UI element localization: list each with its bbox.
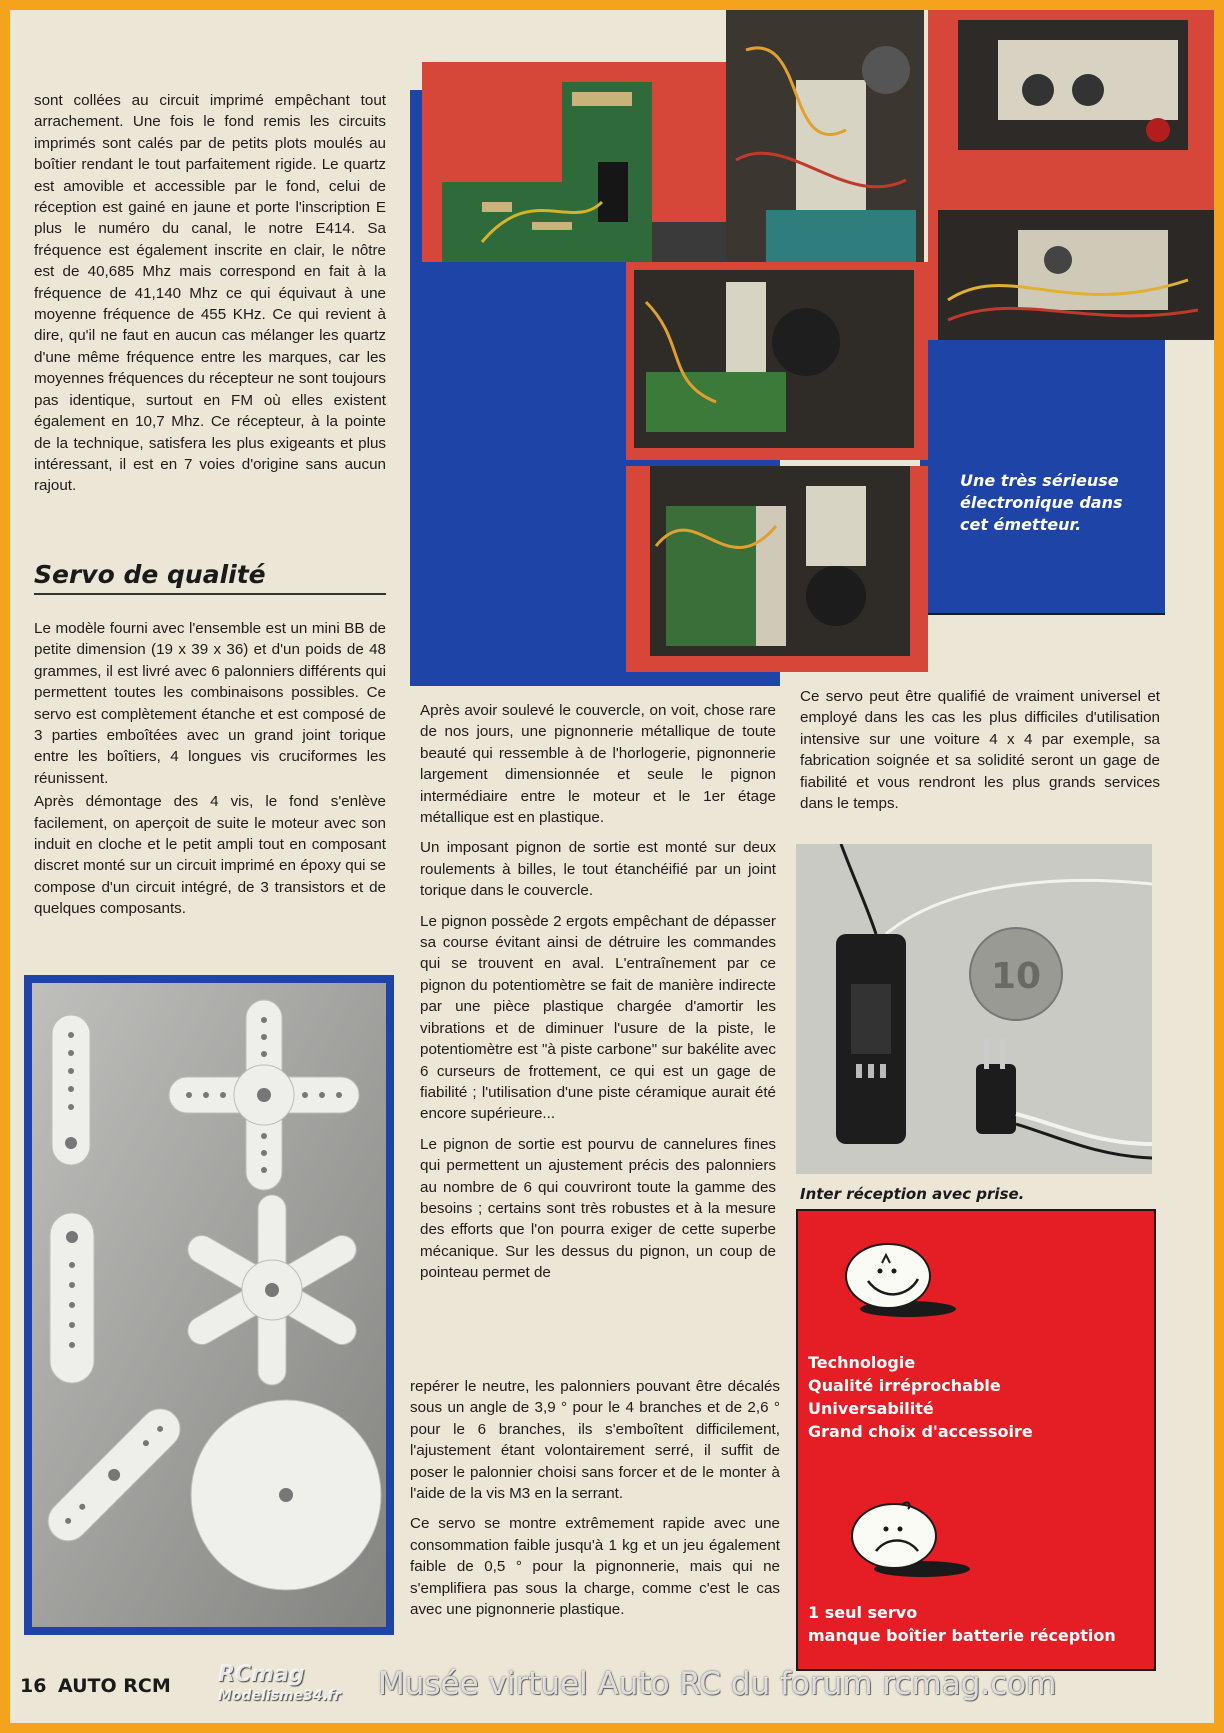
page-number: 16 <box>20 1675 47 1697</box>
paragraph: Ce servo peut être qualifié de vraiment universel et employé dans les cas les plus difficiles d'utilisation intensive sur une voiture 4 x 4 par exemple, sa fabrication soignée et sa solidité seront un gage de fiabilité et vous rendront les plus grands services dans le temps. <box>800 688 1160 813</box>
divider-line <box>920 613 1165 615</box>
con-item: manque boîtier batterie réception <box>808 1626 1116 1645</box>
verdict-cons <box>808 1601 1148 1647</box>
pcb-photo <box>422 62 726 262</box>
happy-face-icon <box>838 1231 958 1321</box>
paragraph: Après avoir soulevé le couvercle, on voit, chose rare de nos jours, une pignonnerie métallique de toute beauté qui ressemble à de l'horlogerie, pignonnerie largement dimensionnée et seule le pignon intermédiaire entre le moteur et le 1er étage métallique est en plastique. <box>420 702 776 827</box>
rcmag-logo: RCmag <box>218 1662 305 1687</box>
magazine-page <box>10 10 1214 1723</box>
middle-lower-column <box>410 1376 780 1629</box>
pro-item: Universabilité <box>808 1399 934 1418</box>
pcb-image <box>422 62 726 262</box>
paragraph: Après démontage des 4 vis, le fond s'enlève facilement, on aperçoit de suite le moteur avec son induit en cloche et le petit ampli tout en composant discret monté sur un circuit imprimé en époxy qui se compose d'un circuit intégré, de 3 transistors et de quelques composants. <box>34 793 386 918</box>
magazine-name: AUTO RCM <box>58 1675 171 1697</box>
transmitter-gimbal-photo <box>726 10 924 262</box>
right-column <box>800 686 1160 823</box>
transmitter-caption: Une très sérieuse électronique dans cet émetteur. <box>960 471 1123 534</box>
left-column-top <box>34 90 386 506</box>
paragraph: sont collées au circuit imprimé empêchant tout arrachement. Une fois le fond remis les circuits imprimés sont calés par de petits plots moulés au boîtier rendant le tout parfaitement rigide. Le quartz est amovible et accessible par le fond, celui de réception est gainé en jaune et porte l'inscription E plus le numéro du canal, le notre E414. Sa fréquence est également inscrite en clair, le nôtre est de 40,685 Mhz mais correspond en fait à la fréquence de 41,140 Mhz ce qui équivaut à une moyenne fréquence de 455 KHz. Ce qui revient à dire, qu'il ne faut en aucun cas mélanger les quartz d'une même fréquence entre les marques, car les moyennes fréquences du récepteur ne sont toujours pas identique, surtout en FM où elles existent également en 10,7 Mhz. Ce récepteur, à la pointe de la technique, satisfera les plus exigeants et plus intéressant, il est en 7 voies d'origine sans aucun rajout. <box>34 92 386 495</box>
middle-column <box>420 700 776 1293</box>
receiver-switch-image <box>796 844 1152 1174</box>
pro-item: Qualité irréprochable <box>808 1376 1001 1395</box>
paragraph: Le modèle fourni avec l'ensemble est un mini BB de petite dimension (19 x 39 x 36) et d'un poids de 48 grammes, il est livré avec 6 palonniers différents qui permettent toutes les combinaisons possibles. Ce servo est complètement étanche et est composé de 3 parties emboîtées avec un grand joint torique entre les boîtiers, 4 longues vis cruciformes les réunissent. <box>34 620 386 787</box>
transmitter-board-photo-top <box>928 10 1214 160</box>
transmitter-wiring-photo <box>928 160 1214 340</box>
servo-horns-image <box>24 975 394 1635</box>
paragraph: Le pignon de sortie est pourvu de cannelures fines qui permettent un ajustement précis des palonniers au nombre de 6 qui couvriront toute la gamme des besoins ; certains sont très robustes et à la mesure des efforts que l'on pourra exiger de cette superbe mécanique. Sur les dessus du pignon, un coup de pointeau permet de <box>420 1135 776 1282</box>
transmitter-electronics-image <box>626 466 928 672</box>
transmitter-gimbal-image <box>726 10 924 262</box>
receiver-switch-photo <box>796 844 1152 1174</box>
left-column-bottom <box>34 618 386 929</box>
verdict-box <box>796 1209 1156 1671</box>
paragraph: Le pignon possède 2 ergots empêchant de dépasser sa course évitant ainsi de détruire les commandes qui se trouvent en aval. L'entraînement par ce pignon du potentiomètre se fait de manière indirecte par une pièce plastique chargée d'amortir les vibrations et de diminuer l'usure de la piste, le potentiomètre est "à piste carbone" sur bakélite avec 6 curseurs de frottement, ce qui est un gage de fiabilité ; l'utilisation d'une piste céramique aurait été encore supérieure... <box>420 912 776 1123</box>
section-heading: Servo de qualité <box>34 560 386 595</box>
transmitter-open-image <box>626 262 928 460</box>
horn-disc <box>191 1400 381 1590</box>
transmitter-electronics-photo <box>626 466 928 672</box>
sad-face-icon <box>842 1491 972 1581</box>
pro-item: Grand choix d'accessoire <box>808 1422 1033 1441</box>
transmitter-wiring-image <box>928 160 1214 340</box>
pro-item: Technologie <box>808 1353 916 1372</box>
con-item: 1 seul servo <box>808 1603 918 1622</box>
coin-label: 10 <box>990 956 1042 997</box>
transmitter-open-photo <box>626 262 928 460</box>
paragraph: repérer le neutre, les palonniers pouvant être décalés sous un angle de 3,9 ° pour le 4 branches et de 2,6 ° pour le 6 branches, ils s'emboîtent difficilement, l'ajustement étant volontairement serré, il suffit de poser le palonnier choisi sans forcer et de le monter à l'aide de la vis M3 en la serrant. <box>410 1378 780 1503</box>
verdict-pros <box>808 1351 1144 1443</box>
paragraph: Ce servo se montre extrêmement rapide avec une consommation faible jusqu'à 1 kg et un jeu également faible de 0,5 ° pour la pignonnerie, mais qui ne s'emplifiera pas sous la charge, comme c'est le cas avec une pignonnerie plastique. <box>410 1515 780 1619</box>
receiver-switch-caption: Inter réception avec prise. <box>800 1185 1025 1203</box>
rcmag-logo-site: Modelisme34.fr <box>218 1688 341 1704</box>
watermark: Musée virtuel Auto RC du forum rcmag.com <box>378 1666 1057 1702</box>
servo-horns-photo <box>24 975 394 1635</box>
transmitter-board-image-top <box>928 10 1214 160</box>
paragraph: Un imposant pignon de sortie est monté sur deux roulements à billes, le tout étanchéifié par un joint torique dans le couvercle. <box>420 839 776 900</box>
